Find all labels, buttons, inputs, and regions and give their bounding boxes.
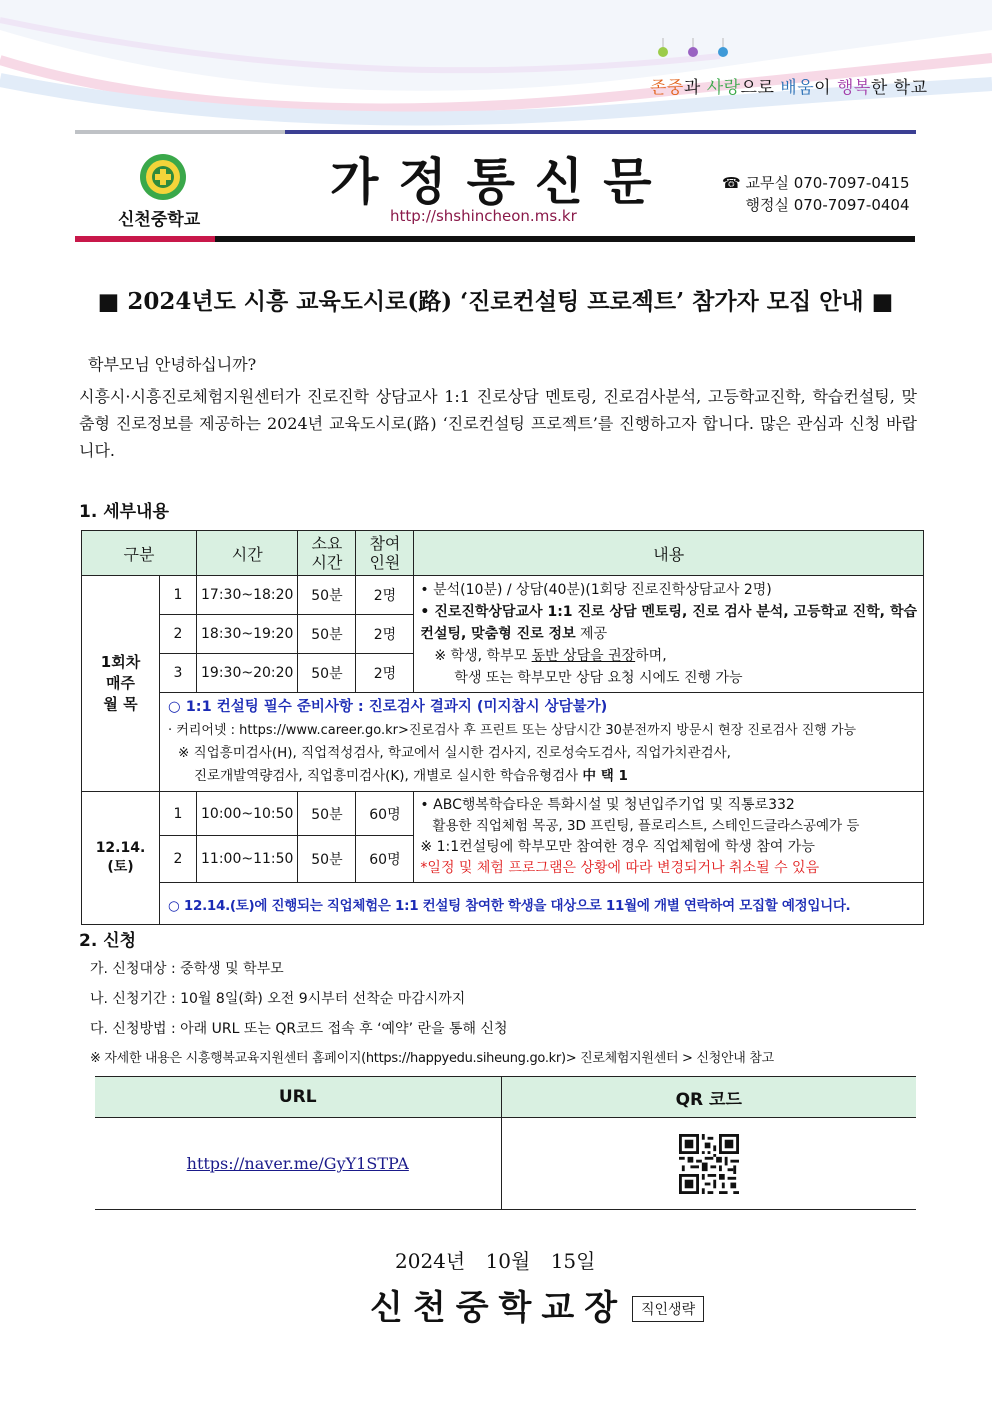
row-people: 2명 [356, 576, 414, 615]
principal-signature: 신천중학교장 [370, 1288, 628, 1328]
row-duration: 50분 [298, 654, 356, 693]
header-time: 시간 [197, 531, 298, 576]
row-people: 2명 [356, 615, 414, 654]
seal-omitted-box: 직인생략 [632, 1296, 704, 1322]
school-emblem-icon [139, 153, 187, 201]
group1-content: • 분석(10분) / 상담(40분)(1회당 진로진학상담교사 2명) • 진로진학상담교사 1:1 진로 상담 멘토링, 진로 검사 분석, 고등학교 진학, 학습 컨설팅, 맞춤형 진로 정보 제공 ※ 학생, 학부모 동반 상담을 권장하며, 학생 또는 학부모만 상담 요청 시에도 진행 가능 [414, 576, 924, 693]
section1-title: 1. 세부내용 [79, 502, 169, 522]
header-content: 내용 [414, 531, 924, 576]
page-title: 가정통신문 [330, 153, 672, 211]
row-time: 17:30~18:20 [197, 576, 298, 615]
url-header: URL [95, 1077, 501, 1118]
header-people: 참여 인원 [356, 531, 414, 576]
contact-info: ☎ 교무실 070-7097-0415 행정실 070-7097-0404 [722, 174, 910, 214]
detail-table [81, 530, 924, 925]
row-people: 60명 [356, 836, 414, 883]
row-number: 1 [160, 792, 197, 836]
row-number: 1 [160, 576, 197, 615]
issue-date: 2024년 10월 15일 [395, 1249, 596, 1273]
table-row [82, 576, 924, 615]
row-duration: 50분 [298, 792, 356, 836]
apply-period: 나. 신청기간 : 10월 8일(화) 오전 9시부터 선착순 마감시까지 [90, 991, 466, 1007]
row-time: 18:30~19:20 [197, 615, 298, 654]
row-people: 2명 [356, 654, 414, 693]
decorative-dots-icon [655, 38, 735, 78]
header-category: 구분 [82, 531, 197, 576]
intro-paragraph: 시흥시·시흥진로체험지원센터가 진로진학 상담교사 1:1 진로상담 멘토링, 진로검사분석, 고등학교진학, 학습컨설팅, 맞춤형 진로정보를 제공하는 2024년 교육도시로(路) ‘진로컨설팅 프로젝트’를 진행하고자 합니다. 많은 관심과 신청 바랍니다. [79, 387, 917, 460]
group2-label: 12.14.(토) [82, 792, 160, 925]
header-top-rule [75, 130, 916, 134]
row-number: 2 [160, 836, 197, 883]
row-time: 11:00~11:50 [197, 836, 298, 883]
row-number: 2 [160, 615, 197, 654]
header-bottom-rule-red [75, 236, 215, 242]
apply-url-link[interactable]: https://naver.me/GyY1STPA [186, 1154, 409, 1173]
group2-content: • ABC행복학습타운 특화시설 및 청년입주기업 및 직통로332 활용한 직업체험 목공, 3D 프린팅, 플로리스트, 스테인드글라스공예가 등 ※ 1:1컨설팅에 학부모만 참여한 경우 직업체험에 학생 참여 가능 *일정 및 체험 프로그램은 상황에 따라 변경되거나 취소될 수 있음 [414, 792, 924, 883]
greeting: 학부모님 안녕하십니까? [88, 355, 257, 374]
qr-code-icon[interactable] [679, 1134, 739, 1194]
apply-target: 가. 신청대상 : 중학생 및 학부모 [90, 961, 284, 977]
group1-label: 1회차 매주 월 목 [82, 576, 160, 792]
apply-info [90, 954, 774, 1074]
table-row [82, 792, 924, 836]
qr-header: QR 코드 [501, 1077, 916, 1118]
school-name: 신천중학교 [118, 210, 201, 230]
header-bottom-rule-black [215, 236, 915, 242]
apply-method: 다. 신청방법 : 아래 URL 또는 QR코드 접속 후 ‘예약’ 란을 통해 신청 [90, 1021, 508, 1037]
row-time: 19:30~20:20 [197, 654, 298, 693]
header-duration: 소요 시간 [298, 531, 356, 576]
group1-note-row [82, 693, 924, 792]
school-slogan: 존중과 사랑으로 배움이 행복한 학교 [650, 78, 928, 98]
group2-note-row [82, 883, 924, 925]
group2-note: ○ 12.14.(토)에 진행되는 직업체험은 1:1 컨설팅 참여한 학생을 대상으로 11월에 개별 연락하여 모집할 예정입니다. [160, 883, 924, 925]
group1-note: ○ 1:1 컨설팅 필수 준비사항 : 진로검사 결과지 (미지참시 상담불가) · 커리어넷 : https://www.career.go.kr>진로검사 후 프린트 또는 상담시간 30분전까지 방문시 현장 진로검사 진행 가능 ※ 직업흥미검사(H), 직업적성검사, 학교에서 실시한 검사지, 진로성숙도검사, 직업가치관검사, 진로개발역량검사, 직업흥미검사(K), 개별로 실시한 학습유형검사 中 택 1 [160, 693, 924, 792]
row-people: 60명 [356, 792, 414, 836]
row-time: 10:00~10:50 [197, 792, 298, 836]
row-duration: 50분 [298, 615, 356, 654]
row-duration: 50분 [298, 576, 356, 615]
section2-title: 2. 신청 [79, 931, 137, 951]
apply-note: ※ 자세한 내용은 시흥행복교육지원센터 홈페이지(https://happyedu.siheung.go.kr)> 진로체험지원센터 > 신청안내 참고 [90, 1051, 774, 1066]
detail-table-header [82, 531, 924, 576]
notice-headline: ■ 2024년도 시흥 교육도시로(路) ‘진로컨설팅 프로젝트’ 참가자 모집 안내 ■ [97, 288, 894, 315]
row-duration: 50분 [298, 836, 356, 883]
header-wave-decoration [0, 0, 992, 130]
apply-link-table [95, 1076, 916, 1210]
phone-icon: ☎ [722, 174, 741, 192]
school-url[interactable]: http://shshincheon.ms.kr [390, 207, 577, 225]
row-number: 3 [160, 654, 197, 693]
